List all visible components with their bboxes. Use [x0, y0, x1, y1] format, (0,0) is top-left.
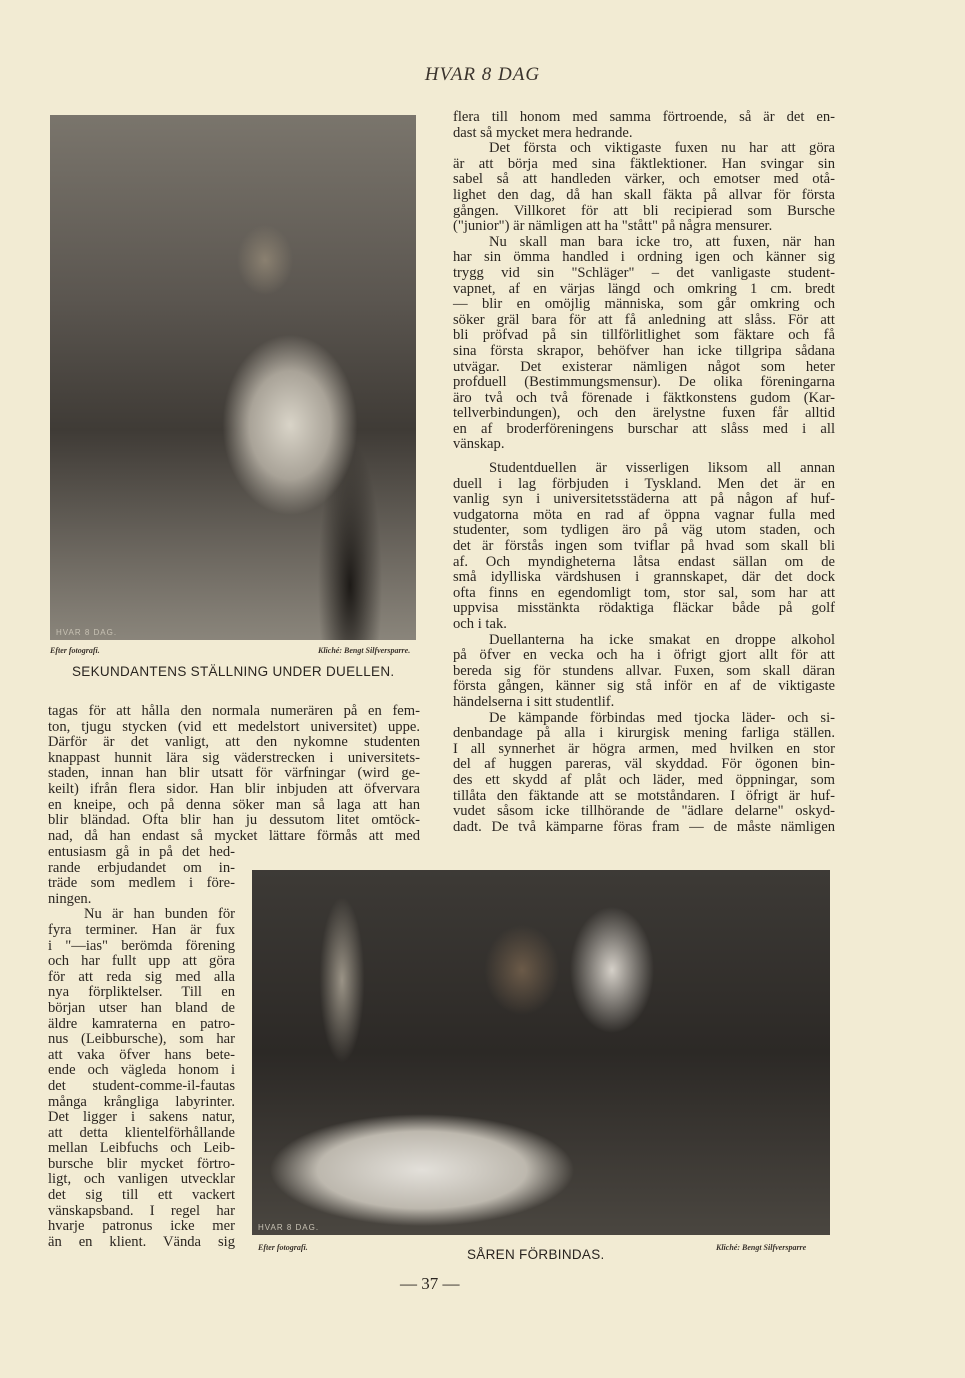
text-line: nya förpliktelser. Till en: [48, 984, 235, 1001]
photo-second-in-duel: [50, 115, 416, 640]
text-line: hvarje patronus icke mer: [48, 1218, 235, 1235]
text-line: mellan Leibfuchs och Leib-: [48, 1140, 235, 1157]
running-header: HVAR 8 DAG: [424, 64, 541, 85]
text-line: rande erbjudandet om in-: [48, 859, 235, 876]
text-line: fyra terminer. Han är fux: [48, 921, 235, 938]
text-line: ton, tjugu stycken (vid ett medelstort universitet) uppe.: [48, 718, 420, 735]
text-line: flera till honom med samma förtroende, så är det en-: [453, 109, 835, 125]
text-line: studenter, som tydligen äro på väg utom staden, och: [453, 522, 835, 539]
text-line: utvägar. Det existerar nämligen något som heter: [453, 358, 835, 375]
text-line: lighet den dag, då han skall fäkta på allvar för första: [453, 186, 835, 203]
text-line: De kämpande förbindas med tjocka läder- och si-: [489, 709, 835, 726]
text-line: första gången, känner sig stå inför en af de viktigaste: [453, 678, 835, 695]
text-line: nad, då han endast så mycket lättare förmås att med: [48, 827, 420, 844]
paragraph: [453, 711, 835, 836]
text-line: ("junior") är nämligen att ha "stått" på några mensurer.: [453, 218, 773, 235]
text-line: profduell (Bestimmungsmensur). De olika föreningarna: [453, 374, 835, 391]
paragraph: [48, 907, 235, 1250]
text-line: början utser han bland de: [48, 999, 235, 1016]
photo-wounds-bandaged: [252, 870, 830, 1235]
paragraph: [453, 633, 835, 711]
text-line: det sig till ett vackert: [48, 1187, 235, 1204]
text-line: vanlig syn i universitetsstäderna att på någon af huf-: [453, 491, 835, 508]
text-line: och har fullt upp att göra: [48, 953, 235, 970]
text-line: ningen.: [48, 890, 92, 907]
text-line: Nu skall man bara icke tro, att fuxen, när han: [489, 233, 835, 250]
engraving-credit: Kliché: Bengt Silfversparre.: [318, 646, 411, 655]
figure-caption: SÅREN FÖRBINDAS.: [467, 1247, 605, 1262]
text-line: del af huggen pareras, väl skyddad. För ögonen bin-: [453, 756, 835, 773]
text-line: äldre kamraterna en patro-: [48, 1015, 235, 1032]
text-line: träde som medlem i före-: [48, 875, 235, 892]
text-line: sina första skrapor, behöfver han icke tillgripa sådana: [453, 342, 835, 359]
text-line: des ett skydd af plåt och läder, med öppningar, som: [453, 771, 835, 788]
text-line: för att reda sig med alla: [48, 968, 235, 985]
text-line: dast så mycket mera hedrande.: [453, 124, 633, 141]
paragraph: [453, 110, 835, 141]
text-line: äro två och två förenade i fäktkonstens gudom (Kar-: [453, 389, 835, 406]
left-text-column: [48, 704, 420, 844]
text-line: gången. Villkoret för att bli recipierad som Bursche: [453, 202, 835, 219]
paragraph: [453, 235, 835, 453]
text-line: ende och vägleda honom i: [48, 1062, 235, 1079]
text-line: af. Och myndigheterna låtsa endast sällan om de: [453, 553, 835, 570]
text-line: Duellanterna ha icke smakat en droppe alkohol: [489, 631, 835, 648]
photo-credit: Efter fotografi.: [258, 1243, 308, 1252]
text-line: ligt, och vanligen utvecklar: [48, 1171, 235, 1188]
text-line: vudet såsom icke tillhörande de "ädlare delarne" oskyd-: [453, 803, 835, 820]
text-line: Det första och viktigaste fuxen nu har att göra: [489, 140, 835, 157]
engraving-credit: Kliché: Bengt Silfversparre: [716, 1243, 807, 1252]
text-line: vänskapsband. I regel har: [48, 1202, 235, 1219]
text-line: vänskap.: [453, 436, 505, 453]
photo-credit: Efter fotografi.: [50, 646, 100, 655]
text-line: det är förstås ingen som tviflar på hvad som skall bli: [453, 538, 835, 555]
text-line: sabel så att handleden värker, och emotser med otå-: [453, 171, 835, 188]
text-line: duell i lag förbjuden i Tyskland. Men det är en: [453, 475, 835, 492]
text-line: att vaka öfver hans bete-: [48, 1046, 235, 1063]
text-line: har sin ömma handled i ordning igen och känner sig: [453, 249, 835, 266]
text-line: vudgatorna möta en rad af öppna vagnar fulla med: [453, 506, 835, 523]
text-line: entusiasm gå in på det hed-: [48, 844, 235, 860]
left-narrow-text-column: [48, 845, 235, 1250]
text-line: Därför är det vanligt, att den nykomne studenten: [48, 734, 420, 751]
text-line: dadt. De två kämparne föras fram — de måste nämligen: [453, 818, 835, 835]
paragraph: [453, 461, 835, 633]
text-line: — blir en omöjlig människa, som går omkring och: [453, 296, 835, 313]
text-line: är att börja med sina fäktlektioner. Han svingar sin: [453, 155, 835, 172]
text-line: på öfver en vecka och ha i öfrigt gjort allt för att: [453, 647, 835, 664]
photo-watermark: HVAR 8 DAG.: [56, 628, 118, 637]
text-line: blir bländad. Ofta blir han ju dessutom litet omtöck-: [48, 812, 420, 829]
text-line: knappast hunnit lära sig väderstrecken i universitets-: [48, 749, 420, 766]
text-line: vapnet, af en värjas längd och omkring 1 cm. bredt: [453, 280, 835, 297]
page-number: — 37 —: [400, 1274, 460, 1293]
text-line: ofta finns en egendomligt tom, stor sal, som har att: [453, 584, 835, 601]
text-line: Nu är han bunden för: [84, 906, 235, 923]
text-line: uppvisa misstänkta rödaktiga fläckar både på golf: [453, 600, 835, 617]
text-line: trygg vid sin "Schläger" – det vanligaste student-: [453, 264, 835, 281]
text-line: staden, innan han blir utsatt för värfningar (wird ge-: [48, 765, 420, 782]
text-line: det student-comme-il-fautas: [48, 1077, 235, 1094]
text-line: Studentduellen är visserligen liksom all annan: [489, 460, 835, 477]
paragraph: [48, 704, 420, 844]
text-line: och i tak.: [453, 616, 507, 632]
text-line: denbandage på alla i kirurgisk mening farliga ställen.: [453, 725, 835, 742]
paragraph: [48, 845, 235, 907]
text-line: små idylliska värdshusen i grannskapet, där det dock: [453, 569, 835, 586]
right-text-column: [453, 110, 835, 835]
paragraph: [453, 141, 835, 235]
text-line: nus (Leibbursche), som har: [48, 1031, 235, 1048]
photo-watermark: HVAR 8 DAG.: [258, 1223, 320, 1232]
text-line: en kneipe, och på denna söker man så laga att han: [48, 796, 420, 813]
figure-caption: SEKUNDANTENS STÄLLNING UNDER DUELLEN.: [72, 664, 395, 679]
text-line: bli pröfvad på sin tillförlitlighet som fäktare och få: [453, 327, 835, 344]
text-line: än en klient. Vända sig: [48, 1233, 235, 1250]
text-line: många krångliga labyrinter.: [48, 1093, 235, 1110]
text-line: Det ligger i sakens natur,: [48, 1109, 235, 1126]
text-line: tillåta den fäktande att se motståndaren. I öfrigt är huf-: [453, 787, 835, 804]
text-line: händelserna i sitt studentlif.: [453, 693, 615, 710]
text-line: bursche blir mycket förtro-: [48, 1155, 235, 1172]
text-line: en af broderföreningens burschar att slåss med i all: [453, 420, 835, 437]
text-line: tagas för att hålla den normala numerären på en fem-: [48, 703, 420, 719]
text-line: att detta klientelförhållande: [48, 1124, 235, 1141]
text-line: i "—ias" berömda förening: [48, 937, 235, 954]
text-line: tellverbindungen), och den ärelystne fuxen får alltid: [453, 405, 835, 422]
text-line: keilt) ifrån flera sidor. Han blir inbjuden att öfvervara: [48, 780, 420, 797]
text-line: söker gräl bara för att få anledning att slåss. För att: [453, 311, 835, 328]
text-line: bereda sig för stundens allvar. Fuxen, som skall däran: [453, 662, 835, 679]
text-line: I all synnerhet är högra armen, med hvilken en stor: [453, 740, 835, 757]
